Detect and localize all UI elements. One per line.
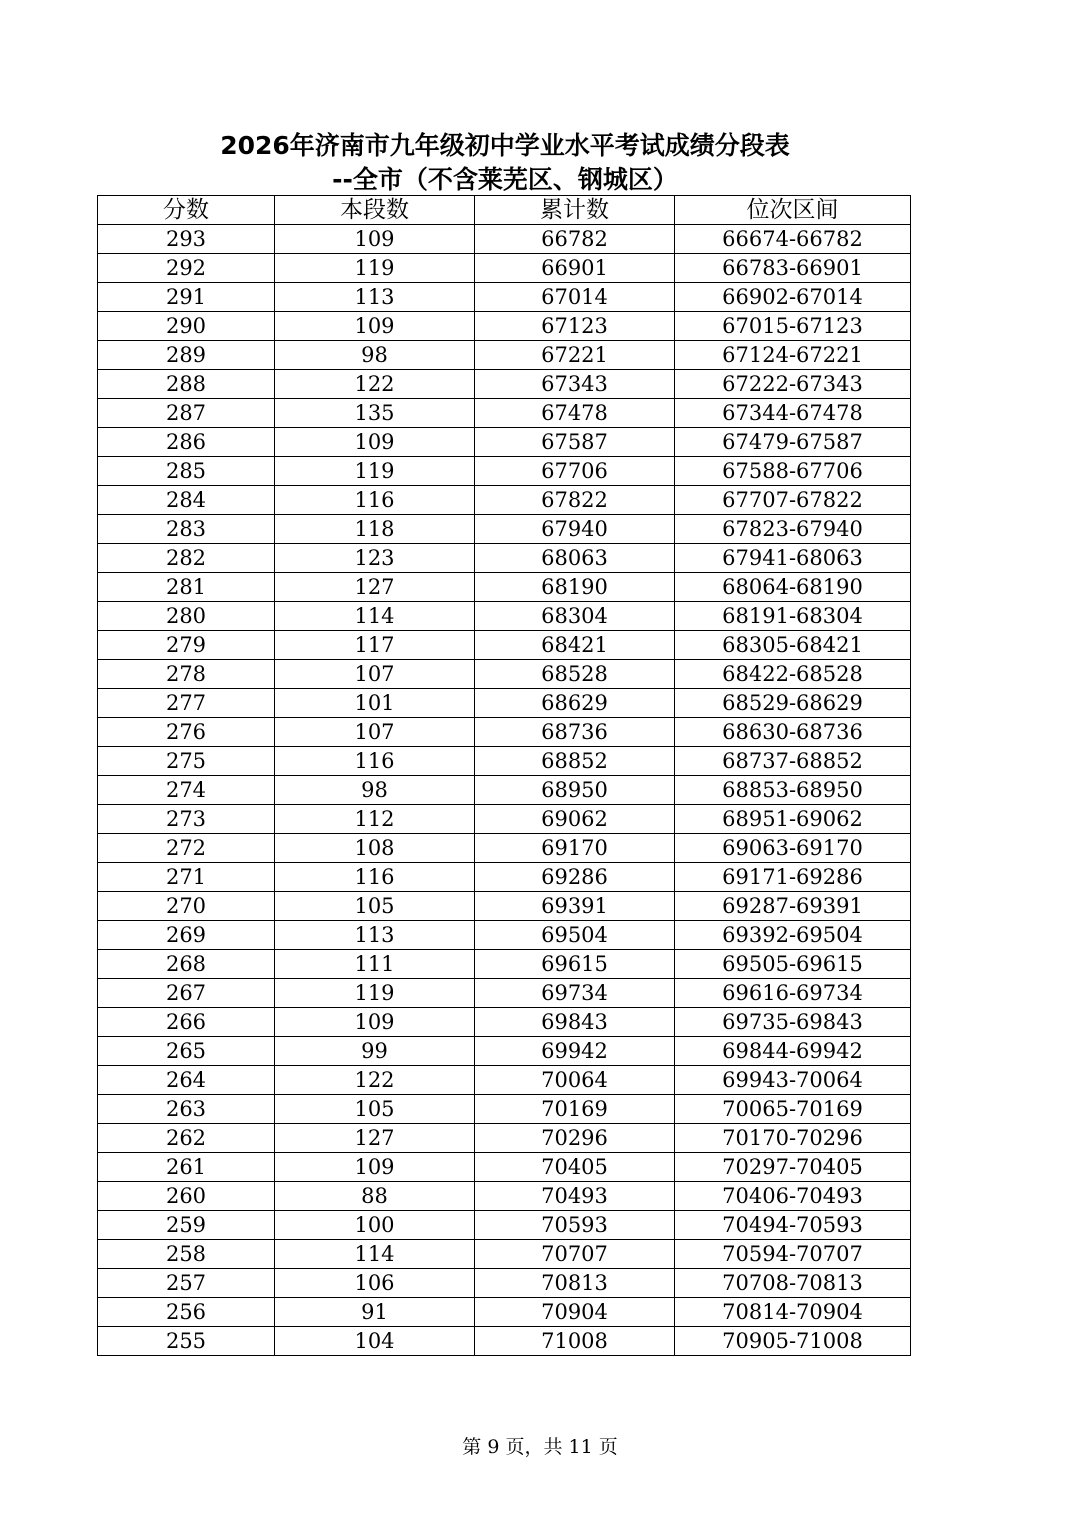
cell-segment-count: 109: [275, 1008, 475, 1037]
cell-cumulative-count: 69942: [475, 1037, 675, 1066]
score-distribution-table: [97, 195, 911, 1356]
cell-segment-count: 105: [275, 1095, 475, 1124]
table-row: [98, 428, 911, 457]
cell-rank-range: 70905-71008: [675, 1327, 911, 1356]
cell-segment-count: 122: [275, 1066, 475, 1095]
cell-cumulative-count: 67587: [475, 428, 675, 457]
table-row: [98, 1153, 911, 1182]
cell-rank-range: 69171-69286: [675, 863, 911, 892]
cell-cumulative-count: 69286: [475, 863, 675, 892]
cell-rank-range: 67941-68063: [675, 544, 911, 573]
table-row: [98, 776, 911, 805]
cell-score: 266: [98, 1008, 275, 1037]
cell-cumulative-count: 66901: [475, 254, 675, 283]
table-row: [98, 834, 911, 863]
cell-cumulative-count: 70813: [475, 1269, 675, 1298]
table-row: [98, 1240, 911, 1269]
cell-score: 282: [98, 544, 275, 573]
cell-rank-range: 66674-66782: [675, 225, 911, 254]
cell-segment-count: 123: [275, 544, 475, 573]
cell-score: 270: [98, 892, 275, 921]
cell-rank-range: 67124-67221: [675, 341, 911, 370]
table-row: [98, 1124, 911, 1153]
cell-cumulative-count: 67123: [475, 312, 675, 341]
header-rank-range: 位次区间: [675, 196, 911, 225]
cell-segment-count: 116: [275, 486, 475, 515]
cell-segment-count: 127: [275, 573, 475, 602]
cell-rank-range: 68305-68421: [675, 631, 911, 660]
cell-rank-range: 66783-66901: [675, 254, 911, 283]
cell-segment-count: 119: [275, 979, 475, 1008]
cell-score: 263: [98, 1095, 275, 1124]
cell-rank-range: 68064-68190: [675, 573, 911, 602]
cell-cumulative-count: 69170: [475, 834, 675, 863]
cell-segment-count: 111: [275, 950, 475, 979]
header-score: 分数: [98, 196, 275, 225]
cell-score: 273: [98, 805, 275, 834]
cell-cumulative-count: 69062: [475, 805, 675, 834]
cell-segment-count: 107: [275, 660, 475, 689]
table-row: [98, 225, 911, 254]
cell-score: 280: [98, 602, 275, 631]
cell-score: 289: [98, 341, 275, 370]
cell-cumulative-count: 70296: [475, 1124, 675, 1153]
cell-rank-range: 66902-67014: [675, 283, 911, 312]
cell-cumulative-count: 67343: [475, 370, 675, 399]
cell-rank-range: 70065-70169: [675, 1095, 911, 1124]
cell-segment-count: 109: [275, 225, 475, 254]
cell-cumulative-count: 71008: [475, 1327, 675, 1356]
table-row: [98, 573, 911, 602]
cell-rank-range: 70708-70813: [675, 1269, 911, 1298]
table-row: [98, 747, 911, 776]
cell-cumulative-count: 69504: [475, 921, 675, 950]
cell-rank-range: 68737-68852: [675, 747, 911, 776]
cell-cumulative-count: 70904: [475, 1298, 675, 1327]
cell-cumulative-count: 70707: [475, 1240, 675, 1269]
cell-cumulative-count: 68852: [475, 747, 675, 776]
cell-rank-range: 70170-70296: [675, 1124, 911, 1153]
cell-score: 291: [98, 283, 275, 312]
cell-cumulative-count: 68736: [475, 718, 675, 747]
cell-segment-count: 119: [275, 457, 475, 486]
cell-cumulative-count: 67822: [475, 486, 675, 515]
table-row: [98, 1298, 911, 1327]
cell-segment-count: 91: [275, 1298, 475, 1327]
table-row: [98, 1211, 911, 1240]
cell-segment-count: 106: [275, 1269, 475, 1298]
cell-cumulative-count: 69391: [475, 892, 675, 921]
table-row: [98, 254, 911, 283]
cell-segment-count: 112: [275, 805, 475, 834]
cell-rank-range: 67479-67587: [675, 428, 911, 457]
table-row: [98, 1095, 911, 1124]
table-row: [98, 341, 911, 370]
cell-score: 283: [98, 515, 275, 544]
cell-score: 255: [98, 1327, 275, 1356]
cell-rank-range: 67344-67478: [675, 399, 911, 428]
cell-rank-range: 69287-69391: [675, 892, 911, 921]
table-row: [98, 1269, 911, 1298]
cell-segment-count: 114: [275, 602, 475, 631]
cell-segment-count: 127: [275, 1124, 475, 1153]
cell-segment-count: 116: [275, 747, 475, 776]
cell-rank-range: 68951-69062: [675, 805, 911, 834]
cell-cumulative-count: 66782: [475, 225, 675, 254]
cell-score: 267: [98, 979, 275, 1008]
cell-segment-count: 119: [275, 254, 475, 283]
table-row: [98, 631, 911, 660]
cell-segment-count: 100: [275, 1211, 475, 1240]
cell-score: 277: [98, 689, 275, 718]
cell-segment-count: 117: [275, 631, 475, 660]
page-footer: 第 9 页，共 11 页: [462, 1436, 618, 1458]
cell-score: 264: [98, 1066, 275, 1095]
table-row: [98, 370, 911, 399]
cell-score: 271: [98, 863, 275, 892]
cell-segment-count: 109: [275, 312, 475, 341]
cell-score: 268: [98, 950, 275, 979]
cell-rank-range: 69063-69170: [675, 834, 911, 863]
cell-cumulative-count: 68421: [475, 631, 675, 660]
table-row: [98, 950, 911, 979]
cell-segment-count: 104: [275, 1327, 475, 1356]
cell-segment-count: 107: [275, 718, 475, 747]
table-row: [98, 805, 911, 834]
cell-score: 256: [98, 1298, 275, 1327]
cell-score: 279: [98, 631, 275, 660]
table-row: [98, 718, 911, 747]
cell-score: 257: [98, 1269, 275, 1298]
cell-rank-range: 69505-69615: [675, 950, 911, 979]
cell-cumulative-count: 69843: [475, 1008, 675, 1037]
table-row: [98, 312, 911, 341]
cell-segment-count: 114: [275, 1240, 475, 1269]
cell-segment-count: 135: [275, 399, 475, 428]
cell-segment-count: 88: [275, 1182, 475, 1211]
cell-score: 272: [98, 834, 275, 863]
cell-rank-range: 67015-67123: [675, 312, 911, 341]
cell-cumulative-count: 68304: [475, 602, 675, 631]
cell-rank-range: 68853-68950: [675, 776, 911, 805]
table-row: [98, 921, 911, 950]
table-row: [98, 515, 911, 544]
cell-score: 293: [98, 225, 275, 254]
cell-cumulative-count: 69615: [475, 950, 675, 979]
cell-rank-range: 68630-68736: [675, 718, 911, 747]
table-row: [98, 457, 911, 486]
table-row: [98, 979, 911, 1008]
cell-rank-range: 70814-70904: [675, 1298, 911, 1327]
cell-score: 281: [98, 573, 275, 602]
cell-segment-count: 98: [275, 776, 475, 805]
cell-score: 269: [98, 921, 275, 950]
cell-rank-range: 70494-70593: [675, 1211, 911, 1240]
table-row: [98, 892, 911, 921]
cell-cumulative-count: 67014: [475, 283, 675, 312]
cell-rank-range: 67707-67822: [675, 486, 911, 515]
cell-cumulative-count: 68063: [475, 544, 675, 573]
table-row: [98, 863, 911, 892]
cell-cumulative-count: 68629: [475, 689, 675, 718]
cell-rank-range: 68422-68528: [675, 660, 911, 689]
cell-cumulative-count: 67940: [475, 515, 675, 544]
table-row: [98, 602, 911, 631]
cell-cumulative-count: 67706: [475, 457, 675, 486]
cell-rank-range: 67222-67343: [675, 370, 911, 399]
cell-score: 262: [98, 1124, 275, 1153]
table-row: [98, 1066, 911, 1095]
cell-score: 258: [98, 1240, 275, 1269]
cell-rank-range: 69844-69942: [675, 1037, 911, 1066]
cell-score: 290: [98, 312, 275, 341]
cell-rank-range: 69735-69843: [675, 1008, 911, 1037]
cell-rank-range: 67823-67940: [675, 515, 911, 544]
table-header-row: [98, 196, 911, 225]
cell-score: 286: [98, 428, 275, 457]
cell-score: 259: [98, 1211, 275, 1240]
table-row: [98, 544, 911, 573]
cell-rank-range: 67588-67706: [675, 457, 911, 486]
cell-segment-count: 109: [275, 1153, 475, 1182]
table-row: [98, 486, 911, 515]
cell-cumulative-count: 68950: [475, 776, 675, 805]
document-title: 2026年济南市九年级初中学业水平考试成绩分段表: [220, 131, 790, 160]
cell-segment-count: 108: [275, 834, 475, 863]
cell-score: 292: [98, 254, 275, 283]
cell-rank-range: 69616-69734: [675, 979, 911, 1008]
cell-rank-range: 70594-70707: [675, 1240, 911, 1269]
table-row: [98, 1008, 911, 1037]
cell-cumulative-count: 70493: [475, 1182, 675, 1211]
cell-segment-count: 118: [275, 515, 475, 544]
cell-segment-count: 113: [275, 283, 475, 312]
cell-rank-range: 68191-68304: [675, 602, 911, 631]
cell-cumulative-count: 70593: [475, 1211, 675, 1240]
table-row: [98, 283, 911, 312]
cell-rank-range: 70406-70493: [675, 1182, 911, 1211]
cell-score: 275: [98, 747, 275, 776]
cell-cumulative-count: 69734: [475, 979, 675, 1008]
cell-segment-count: 113: [275, 921, 475, 950]
cell-rank-range: 68529-68629: [675, 689, 911, 718]
cell-segment-count: 101: [275, 689, 475, 718]
table-row: [98, 1327, 911, 1356]
cell-segment-count: 98: [275, 341, 475, 370]
cell-segment-count: 99: [275, 1037, 475, 1066]
cell-cumulative-count: 68190: [475, 573, 675, 602]
cell-score: 276: [98, 718, 275, 747]
cell-score: 260: [98, 1182, 275, 1211]
document-subtitle: --全市（不含莱芜区、钢城区）: [332, 165, 678, 194]
table-row: [98, 1037, 911, 1066]
cell-cumulative-count: 67221: [475, 341, 675, 370]
header-cumulative-count: 累计数: [475, 196, 675, 225]
cell-score: 278: [98, 660, 275, 689]
cell-score: 274: [98, 776, 275, 805]
table-body: [98, 225, 911, 1356]
cell-score: 285: [98, 457, 275, 486]
cell-segment-count: 105: [275, 892, 475, 921]
header-segment-count: 本段数: [275, 196, 475, 225]
cell-score: 288: [98, 370, 275, 399]
cell-score: 261: [98, 1153, 275, 1182]
cell-cumulative-count: 70169: [475, 1095, 675, 1124]
cell-segment-count: 122: [275, 370, 475, 399]
cell-score: 287: [98, 399, 275, 428]
table-row: [98, 399, 911, 428]
table-row: [98, 1182, 911, 1211]
cell-cumulative-count: 68528: [475, 660, 675, 689]
cell-cumulative-count: 70405: [475, 1153, 675, 1182]
cell-cumulative-count: 70064: [475, 1066, 675, 1095]
cell-segment-count: 116: [275, 863, 475, 892]
cell-score: 284: [98, 486, 275, 515]
table-row: [98, 689, 911, 718]
table-row: [98, 660, 911, 689]
cell-segment-count: 109: [275, 428, 475, 457]
cell-rank-range: 69943-70064: [675, 1066, 911, 1095]
cell-score: 265: [98, 1037, 275, 1066]
cell-rank-range: 70297-70405: [675, 1153, 911, 1182]
cell-rank-range: 69392-69504: [675, 921, 911, 950]
cell-cumulative-count: 67478: [475, 399, 675, 428]
